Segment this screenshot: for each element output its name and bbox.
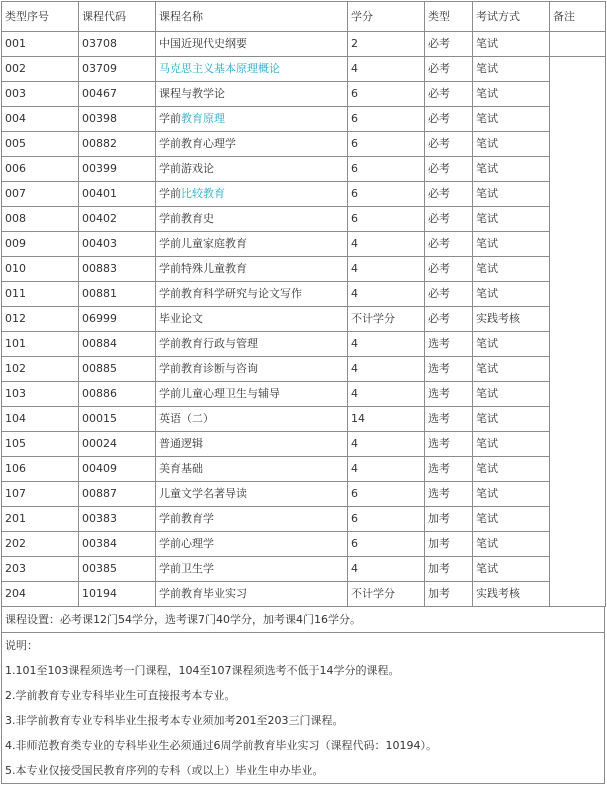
cell-exam: 笔试	[473, 382, 550, 407]
cell-credit: 6	[348, 507, 425, 532]
table-footer	[1, 607, 605, 784]
cell-seq: 006	[2, 157, 79, 182]
cell-name	[156, 57, 348, 82]
cell-code: 00409	[79, 457, 156, 482]
cell-exam: 笔试	[473, 232, 550, 257]
cell-type: 选考	[425, 407, 473, 432]
course-name-link[interactable]: 马克思主义基本原理概论	[159, 62, 280, 75]
cell-remark	[550, 407, 606, 432]
table-row	[2, 132, 606, 157]
cell-type: 选考	[425, 332, 473, 357]
cell-credit: 4	[348, 457, 425, 482]
header-credit: 学分	[348, 2, 425, 32]
cell-exam: 笔试	[473, 332, 550, 357]
cell-credit: 6	[348, 482, 425, 507]
table-row	[2, 432, 606, 457]
table-row	[2, 357, 606, 382]
cell-remark	[550, 482, 606, 507]
cell-type: 必考	[425, 232, 473, 257]
table-row	[2, 232, 606, 257]
table-row	[2, 332, 606, 357]
cell-type: 必考	[425, 57, 473, 82]
cell-type: 加考	[425, 507, 473, 532]
cell-code: 03709	[79, 57, 156, 82]
cell-seq: 201	[2, 507, 79, 532]
table-row	[2, 182, 606, 207]
cell-exam: 笔试	[473, 82, 550, 107]
cell-remark	[550, 232, 606, 257]
cell-remark	[550, 107, 606, 132]
cell-remark	[550, 507, 606, 532]
cell-seq: 004	[2, 107, 79, 132]
cell-code: 00467	[79, 82, 156, 107]
table-row	[2, 107, 606, 132]
cell-remark	[550, 357, 606, 382]
cell-code: 00403	[79, 232, 156, 257]
cell-credit: 14	[348, 407, 425, 432]
cell-remark	[550, 432, 606, 457]
table-row	[2, 482, 606, 507]
cell-credit: 2	[348, 32, 425, 57]
cell-credit: 6	[348, 157, 425, 182]
course-plan	[1, 1, 605, 784]
cell-code: 00015	[79, 407, 156, 432]
cell-name: 学前教育史	[156, 207, 348, 232]
cell-credit: 6	[348, 107, 425, 132]
cell-name: 学前特殊儿童教育	[156, 257, 348, 282]
cell-seq: 010	[2, 257, 79, 282]
cell-type: 必考	[425, 132, 473, 157]
cell-exam: 笔试	[473, 32, 550, 57]
cell-name: 中国近现代史纲要	[156, 32, 348, 57]
cell-credit: 4	[348, 432, 425, 457]
cell-name: 英语（二）	[156, 407, 348, 432]
cell-credit: 4	[348, 232, 425, 257]
cell-remark	[550, 82, 606, 107]
cell-remark	[550, 282, 606, 307]
cell-exam: 笔试	[473, 182, 550, 207]
cell-type: 加考	[425, 582, 473, 607]
cell-seq: 105	[2, 432, 79, 457]
course-table	[1, 1, 606, 607]
cell-type: 必考	[425, 32, 473, 57]
cell-remark	[550, 332, 606, 357]
table-row	[2, 257, 606, 282]
cell-seq: 107	[2, 482, 79, 507]
cell-type: 加考	[425, 557, 473, 582]
table-row	[2, 382, 606, 407]
cell-code: 00024	[79, 432, 156, 457]
cell-seq: 103	[2, 382, 79, 407]
cell-type: 选考	[425, 457, 473, 482]
cell-remark	[550, 532, 606, 557]
cell-name: 普通逻辑	[156, 432, 348, 457]
cell-code: 00384	[79, 532, 156, 557]
cell-credit: 6	[348, 132, 425, 157]
note-item: 3.非学前教育专业专科毕业生报考本专业须加考201至203三门课程。	[5, 714, 344, 727]
cell-type: 选考	[425, 432, 473, 457]
cell-remark	[550, 32, 606, 57]
cell-type: 加考	[425, 532, 473, 557]
cell-type: 选考	[425, 382, 473, 407]
course-name-prefix: 学前	[159, 112, 181, 125]
header-code: 课程代码	[79, 2, 156, 32]
cell-name: 学前儿童家庭教育	[156, 232, 348, 257]
cell-type: 必考	[425, 307, 473, 332]
cell-credit: 6	[348, 532, 425, 557]
cell-remark	[550, 382, 606, 407]
cell-remark	[550, 182, 606, 207]
cell-credit: 4	[348, 282, 425, 307]
cell-code: 06999	[79, 307, 156, 332]
cell-seq: 204	[2, 582, 79, 607]
cell-credit: 不计学分	[348, 307, 425, 332]
table-row	[2, 157, 606, 182]
cell-seq: 202	[2, 532, 79, 557]
cell-seq: 011	[2, 282, 79, 307]
cell-name: 学前教育毕业实习	[156, 582, 348, 607]
cell-code: 00882	[79, 132, 156, 157]
cell-seq: 009	[2, 232, 79, 257]
cell-type: 选考	[425, 357, 473, 382]
cell-seq: 001	[2, 32, 79, 57]
cell-seq: 007	[2, 182, 79, 207]
cell-name: 学前教育科学研究与论文写作	[156, 282, 348, 307]
note-item: 4.非师范教育类专业的专科毕业生必须通过6周学前教育毕业实习（课程代码：10194）。	[5, 739, 437, 752]
cell-exam: 笔试	[473, 557, 550, 582]
cell-type: 必考	[425, 207, 473, 232]
table-row	[2, 307, 606, 332]
cell-type: 必考	[425, 82, 473, 107]
table-row	[2, 32, 606, 57]
cell-remark	[550, 157, 606, 182]
cell-remark	[550, 582, 606, 607]
cell-code: 00886	[79, 382, 156, 407]
cell-exam: 笔试	[473, 57, 550, 82]
table-row	[2, 282, 606, 307]
table-row	[2, 532, 606, 557]
cell-type: 必考	[425, 107, 473, 132]
cell-name: 毕业论文	[156, 307, 348, 332]
cell-remark	[550, 557, 606, 582]
header-exam: 考试方式	[473, 2, 550, 32]
cell-type: 必考	[425, 182, 473, 207]
cell-code: 00881	[79, 282, 156, 307]
cell-exam: 笔试	[473, 157, 550, 182]
cell-credit: 4	[348, 557, 425, 582]
course-name-link[interactable]: 教育原理	[181, 112, 225, 125]
cell-name: 学前教育心理学	[156, 132, 348, 157]
cell-code: 00383	[79, 507, 156, 532]
cell-exam: 笔试	[473, 207, 550, 232]
header-seq: 类型序号	[2, 2, 79, 32]
cell-seq: 012	[2, 307, 79, 332]
cell-code: 00399	[79, 157, 156, 182]
cell-credit: 4	[348, 357, 425, 382]
cell-exam: 笔试	[473, 107, 550, 132]
cell-name: 学前游戏论	[156, 157, 348, 182]
cell-credit: 4	[348, 257, 425, 282]
cell-exam: 笔试	[473, 482, 550, 507]
cell-code: 00887	[79, 482, 156, 507]
cell-credit: 4	[348, 382, 425, 407]
cell-exam: 笔试	[473, 532, 550, 557]
cell-code: 03708	[79, 32, 156, 57]
cell-type: 选考	[425, 482, 473, 507]
cell-exam: 笔试	[473, 432, 550, 457]
note-item: 1.101至103课程须选考一门课程，104至107课程须选考不低于14学分的课程。	[5, 664, 400, 677]
cell-credit: 不计学分	[348, 582, 425, 607]
course-name-prefix: 学前	[159, 187, 181, 200]
table-row	[2, 407, 606, 432]
cell-credit: 4	[348, 57, 425, 82]
cell-type: 必考	[425, 257, 473, 282]
cell-name: 学前心理学	[156, 532, 348, 557]
cell-credit: 4	[348, 332, 425, 357]
table-row	[2, 507, 606, 532]
cell-credit: 6	[348, 82, 425, 107]
cell-exam: 笔试	[473, 132, 550, 157]
cell-code: 00883	[79, 257, 156, 282]
cell-name: 学前卫生学	[156, 557, 348, 582]
cell-credit: 6	[348, 182, 425, 207]
table-row	[2, 582, 606, 607]
cell-name: 儿童文学名著导读	[156, 482, 348, 507]
cell-name: 课程与教学论	[156, 82, 348, 107]
cell-exam: 笔试	[473, 357, 550, 382]
cell-exam: 实践考核	[473, 307, 550, 332]
cell-name: 学前教育学	[156, 507, 348, 532]
cell-exam: 笔试	[473, 407, 550, 432]
cell-code: 00884	[79, 332, 156, 357]
cell-name	[156, 107, 348, 132]
table-row	[2, 207, 606, 232]
cell-remark	[550, 257, 606, 282]
cell-exam: 笔试	[473, 257, 550, 282]
table-row	[2, 457, 606, 482]
cell-seq: 104	[2, 407, 79, 432]
table-header-row	[2, 2, 606, 32]
cell-exam: 实践考核	[473, 582, 550, 607]
cell-seq: 101	[2, 332, 79, 357]
header-remark: 备注	[550, 2, 606, 32]
cell-type: 必考	[425, 282, 473, 307]
cell-exam: 笔试	[473, 282, 550, 307]
notes-list	[2, 658, 604, 783]
cell-seq: 008	[2, 207, 79, 232]
cell-code: 00385	[79, 557, 156, 582]
table-row	[2, 557, 606, 582]
course-summary: 课程设置：必考课12门54学分，选考课7门40学分，加考课4门16学分。	[2, 607, 604, 633]
cell-code: 00401	[79, 182, 156, 207]
cell-type: 必考	[425, 157, 473, 182]
cell-credit: 6	[348, 207, 425, 232]
header-name: 课程名称	[156, 2, 348, 32]
notes-title: 说明：	[5, 639, 38, 652]
cell-name: 学前教育行政与管理	[156, 332, 348, 357]
cell-seq: 003	[2, 82, 79, 107]
cell-code: 00885	[79, 357, 156, 382]
cell-exam: 笔试	[473, 457, 550, 482]
cell-code: 10194	[79, 582, 156, 607]
cell-remark	[550, 307, 606, 332]
table-row	[2, 57, 606, 82]
table-row	[2, 82, 606, 107]
cell-name: 美育基础	[156, 457, 348, 482]
cell-seq: 203	[2, 557, 79, 582]
cell-seq: 005	[2, 132, 79, 157]
cell-remark	[550, 132, 606, 157]
cell-remark	[550, 57, 606, 82]
cell-name	[156, 182, 348, 207]
cell-code: 00398	[79, 107, 156, 132]
course-name-link[interactable]: 比较教育	[181, 187, 225, 200]
cell-seq: 002	[2, 57, 79, 82]
note-item: 5.本专业仅接受国民教育序列的专科（或以上）毕业生申办毕业。	[5, 764, 324, 777]
cell-exam: 笔试	[473, 507, 550, 532]
cell-remark	[550, 207, 606, 232]
cell-code: 00402	[79, 207, 156, 232]
header-type: 类型	[425, 2, 473, 32]
cell-name: 学前教育诊断与咨询	[156, 357, 348, 382]
cell-seq: 102	[2, 357, 79, 382]
cell-seq: 106	[2, 457, 79, 482]
note-item: 2.学前教育专业专科毕业生可直接报考本专业。	[5, 689, 236, 702]
cell-remark	[550, 457, 606, 482]
cell-name: 学前儿童心理卫生与辅导	[156, 382, 348, 407]
